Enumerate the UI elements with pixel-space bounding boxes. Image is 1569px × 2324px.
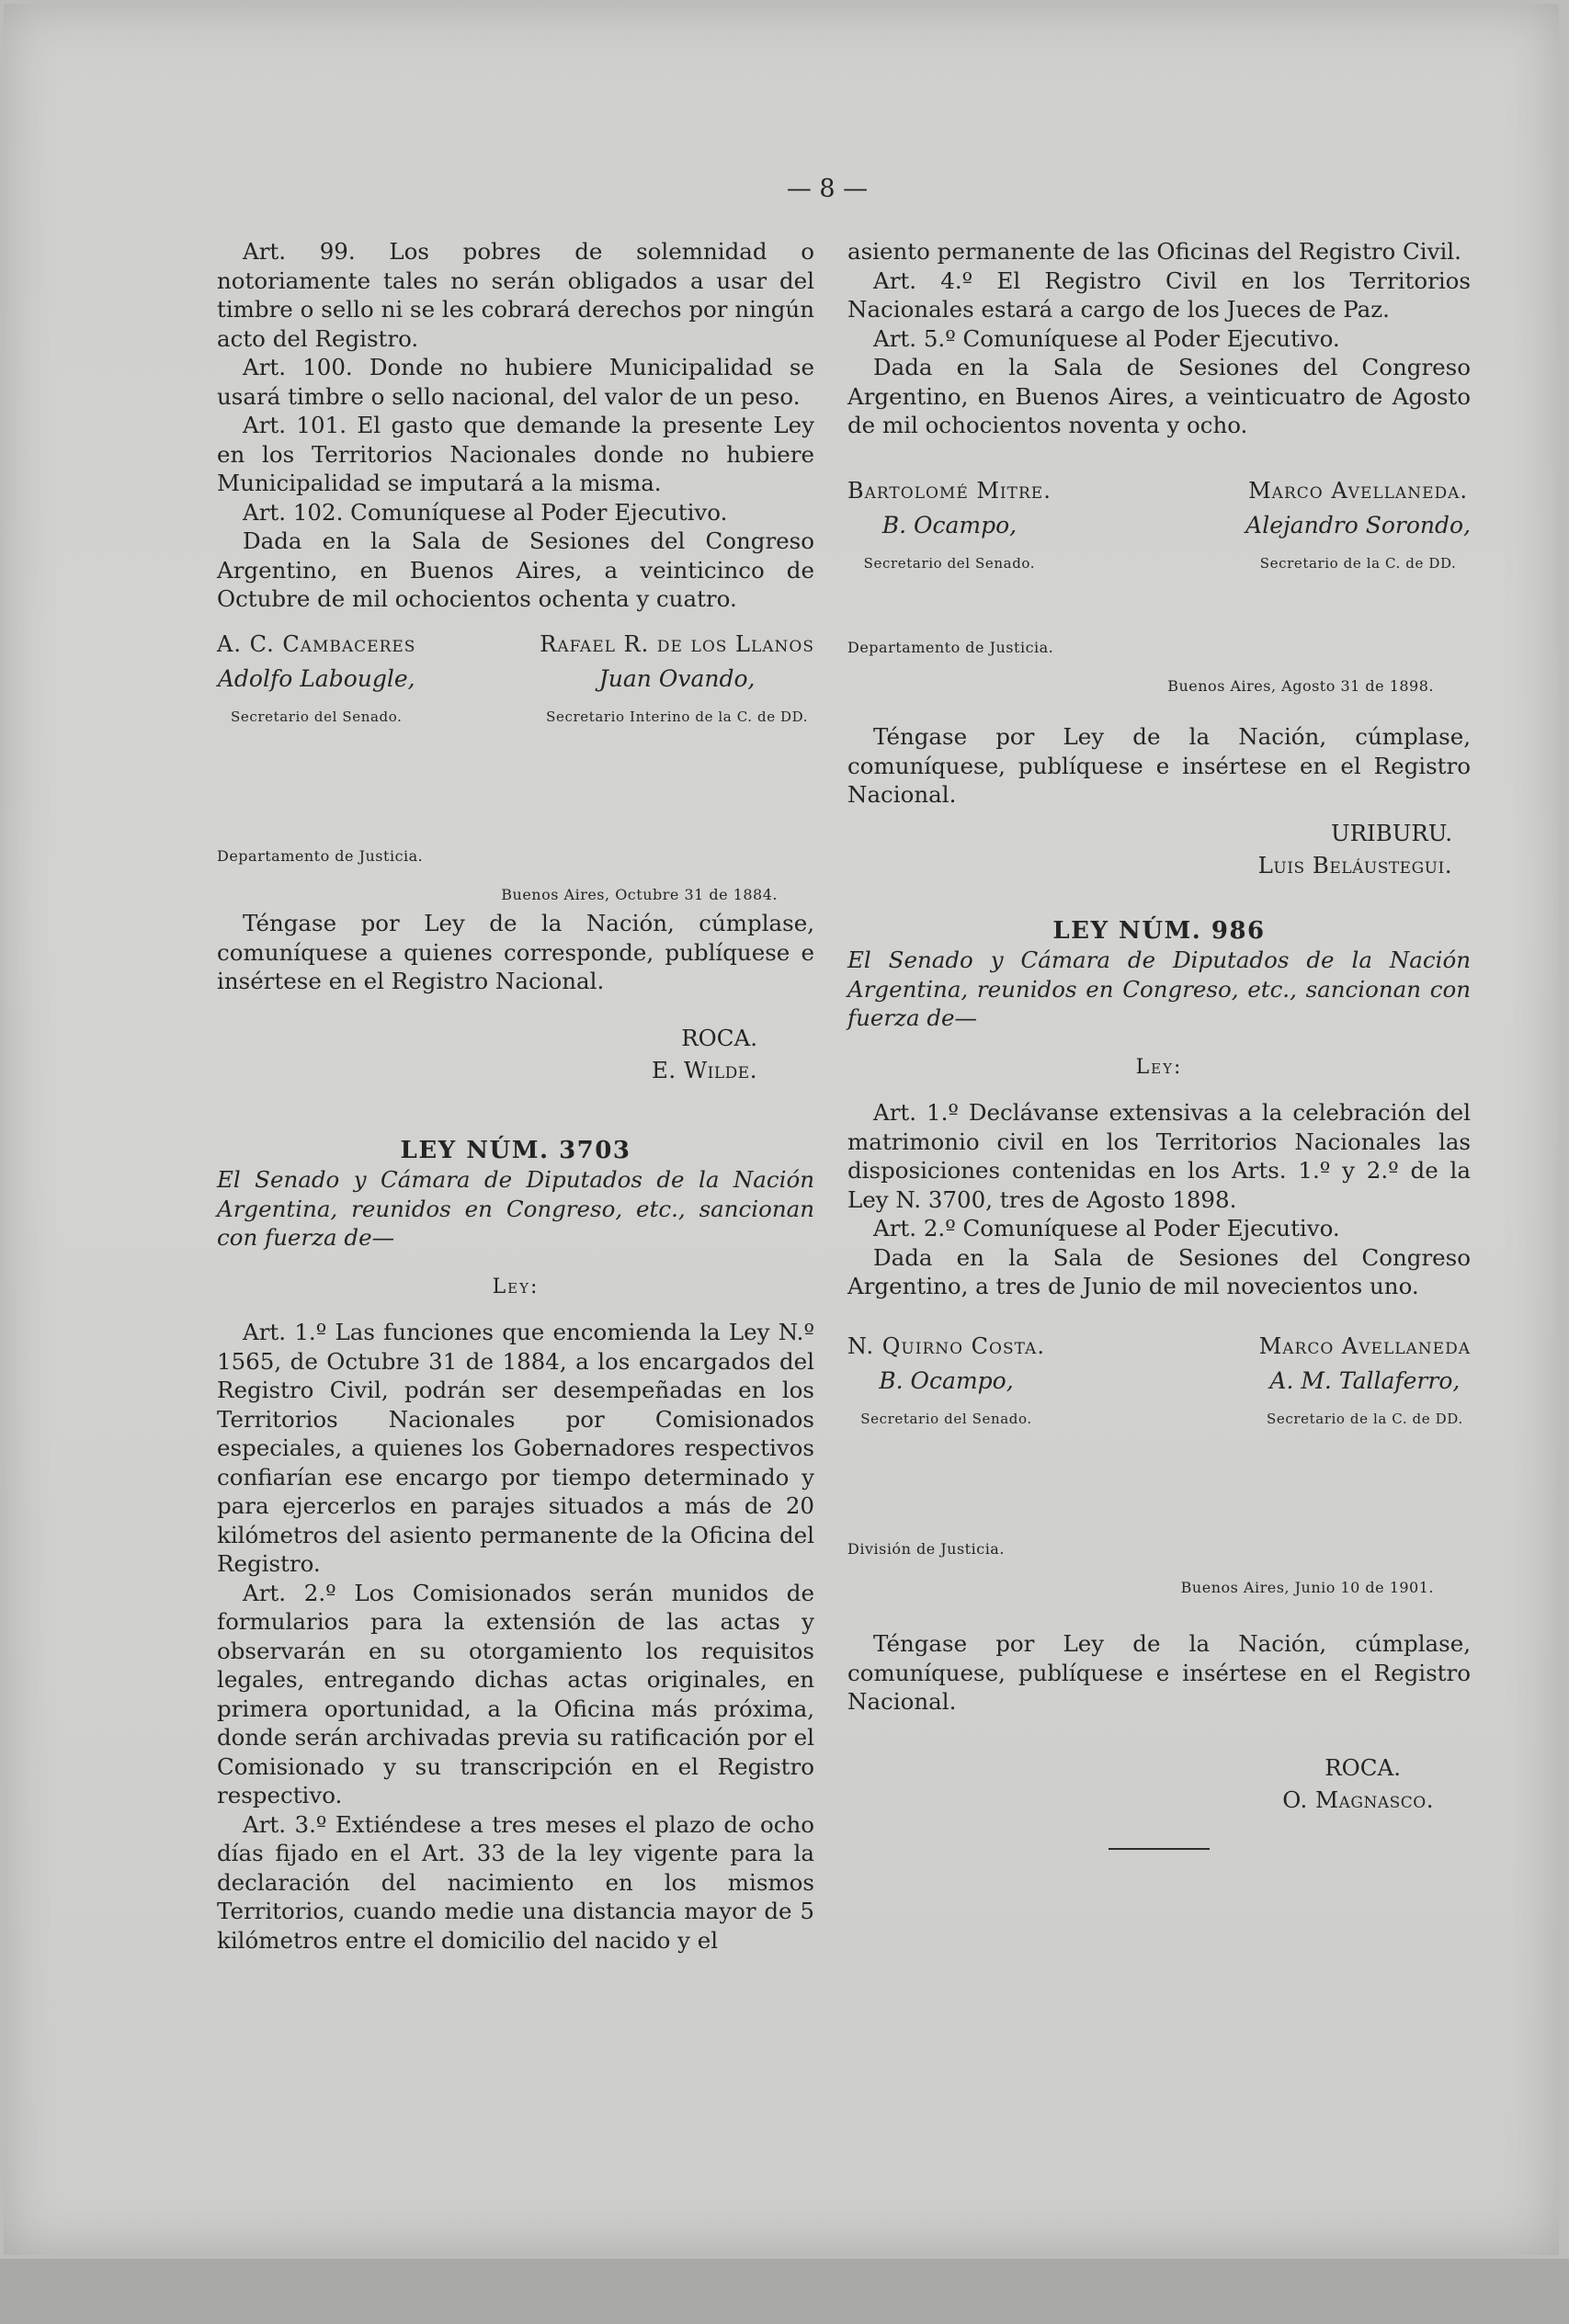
signer-name: Bartolomé Mitre.: [847, 477, 1052, 504]
preamble: El Senado y Cámara de Diputados de la Nación Argentina, reunidos en Congreso, etc., sancionan con fuerza de—: [847, 947, 1471, 1031]
secretary-name: A. M. Tallaferro,: [1269, 1367, 1461, 1394]
signer-name: URIBURU.: [1330, 819, 1452, 846]
signer-name: Rafael R. de los Llanos: [540, 630, 814, 657]
ley-label: Ley:: [492, 1275, 540, 1298]
closing-paragraph: Dada en la Sala de Sesiones del Congreso Argentino, en Buenos Aires, a veinticinco de Octubre de mil ochocientos ochenta y cuatro.: [217, 527, 814, 612]
article-paragraph: Art. 99. Los pobres de solemnidad o notoriamente tales no serán obligados a usar del timbre o sello ni se les cobrará derechos por ningún acto del Registro.: [217, 238, 814, 352]
secretary-name: B. Ocampo,: [879, 1367, 1014, 1394]
secretary-name: B. Ocampo,: [881, 512, 1018, 538]
secretary-role: Secretario de la C. de DD.: [1266, 1410, 1463, 1427]
article-paragraph: Art. 3.º Extiéndese a tres meses el plazo de ocho días fijado en el Art. 33 de la ley vigente para la declaración del nacimiento en los mismos Territorios, cuando medie una distancia mayor de 5 kilómetros entre el domicilio del nacido y el: [217, 1810, 814, 1954]
article-paragraph: Art. 1.º Las funciones que encomienda la Ley N.º 1565, de Octubre 31 de 1884, a los encargados del Registro Civil, podrán ser desempeñadas en los Territorios Nacionales por Comisionados especiales, a quienes los Gobernadores respectivos confiarían ese encargo por tiempo determinado y para ejercerlos en parajes situados a más de 20 kilómetros del asiento permanente de la Oficina del Registro.: [217, 1319, 814, 1577]
closing-paragraph: Dada en la Sala de Sesiones del Congreso Argentino, a tres de Junio de mil novecientos uno.: [847, 1243, 1471, 1299]
article-paragraph: Art. 100. Donde no hubiere Municipalidad se usará timbre o sello nacional, del valor de un peso.: [217, 354, 814, 410]
signature: [1245, 477, 1471, 579]
signer-name: N. Quirno Costa.: [847, 1332, 1045, 1359]
secretary-role: Secretario del Senado.: [863, 554, 1036, 572]
law-title: LEY NÚM. 3703: [400, 1136, 631, 1164]
date-line: Buenos Aires, Octubre 31 de 1884.: [501, 885, 778, 903]
secretary-name: Alejandro Sorondo,: [1245, 512, 1471, 538]
promulgation-signers: [847, 819, 1471, 880]
signature-block: [847, 477, 1471, 579]
right-column: [847, 237, 1471, 1850]
closing-paragraph: Dada en la Sala de Sesiones del Congreso Argentino, en Buenos Aires, a veinticuatro de Agosto de mil ochocientos noventa y ocho.: [847, 354, 1471, 438]
signature: [847, 1332, 1045, 1434]
ley-label: Ley:: [1135, 1055, 1183, 1079]
signature: [540, 630, 814, 732]
signer-name: ROCA.: [681, 1024, 757, 1051]
signer-name: Luis Beláustegui.: [1257, 852, 1452, 879]
secretary-role: Secretario de la C. de DD.: [1259, 554, 1457, 572]
page-bottom-edge: [0, 2259, 1569, 2324]
department-label: División de Justicia.: [847, 1540, 1005, 1558]
signature: [1259, 1332, 1471, 1434]
signature-block: [217, 630, 814, 732]
article-paragraph: Art. 2.º Los Comisionados serán munidos de formularios para la extensión de las actas y observarán en su otorgamiento los requisitos legales, entregando dichas actas originales, en primera oportunidad, a la Oficina más próxima, donde serán archivadas previa su ratificación por el Comisionado y su transcripción en el Registro respectivo.: [217, 1579, 814, 1808]
article-paragraph: Art. 4.º El Registro Civil en los Territorios Nacionales estará a cargo de los Jueces de Paz.: [847, 266, 1471, 323]
article-paragraph: Art. 5.º Comuníquese al Poder Ejecutivo.: [873, 324, 1340, 352]
secretary-role: Secretario Interino de la C. de DD.: [546, 708, 809, 725]
promulgation-signers: [847, 1753, 1471, 1815]
signer-name: Marco Avellaneda: [1258, 1332, 1471, 1359]
page-number: — 8 —: [786, 175, 869, 203]
closing-rule: [1109, 1848, 1210, 1850]
signer-name: A. C. Cambaceres: [217, 630, 416, 657]
signer-name: E. Wilde.: [652, 1057, 757, 1083]
signer-name: ROCA.: [1325, 1753, 1401, 1781]
promulgation-text: Téngase por Ley de la Nación, cúmplase, comuníquese, publíquese e insértese en el Registro Nacional.: [847, 1630, 1471, 1715]
signature: [847, 477, 1052, 579]
date-line: Buenos Aires, Junio 10 de 1901.: [1180, 1578, 1434, 1596]
promulgation-text: Téngase por Ley de la Nación, cúmplase, comuníquese, publíquese e insértese en el Registro Nacional.: [847, 723, 1471, 808]
signer-name: Marco Avellaneda.: [1248, 477, 1469, 504]
article-paragraph: Art. 2.º Comuníquese al Poder Ejecutivo.: [873, 1215, 1340, 1241]
law-title: LEY NÚM. 986: [1052, 916, 1266, 945]
department-label: Departamento de Justicia.: [217, 847, 424, 865]
preamble: El Senado y Cámara de Diputados de la Nación Argentina, reunidos en Congreso, etc., sancionan con fuerza de—: [217, 1166, 814, 1251]
signature: [217, 630, 415, 732]
article-paragraph: asiento permanente de las Oficinas del Registro Civil.: [847, 238, 1461, 265]
signature-block: [847, 1332, 1471, 1434]
secretary-name: Adolfo Labougle,: [217, 665, 415, 692]
secretary-name: Juan Ovando,: [598, 665, 756, 692]
article-paragraph: Art. 101. El gasto que demande la presente Ley en los Territorios Nacionales donde no hubiere Municipalidad se imputará a la misma.: [217, 412, 814, 496]
promulgation-signers: [217, 1024, 814, 1085]
left-column: [217, 237, 814, 1955]
signer-name: O. Magnasco.: [1282, 1786, 1434, 1813]
secretary-role: Secretario del Senado.: [230, 708, 403, 725]
promulgation-text: Téngase por Ley de la Nación, cúmplase, comuníquese a quienes corresponde, publíquese e insértese en el Registro Nacional.: [217, 910, 814, 994]
article-paragraph: Art. 1.º Declávanse extensivas a la celebración del matrimonio civil en los Territorios Nacionales las disposiciones contenidas en los Arts. 1.º y 2.º de la Ley N. 3700, tres de Agosto 1898.: [847, 1099, 1471, 1213]
secretary-role: Secretario del Senado.: [860, 1410, 1032, 1427]
article-paragraph: Art. 102. Comuníquese al Poder Ejecutivo.: [243, 498, 728, 526]
department-label: Departamento de Justicia.: [847, 639, 1054, 656]
date-line: Buenos Aires, Agosto 31 de 1898.: [1167, 676, 1434, 695]
